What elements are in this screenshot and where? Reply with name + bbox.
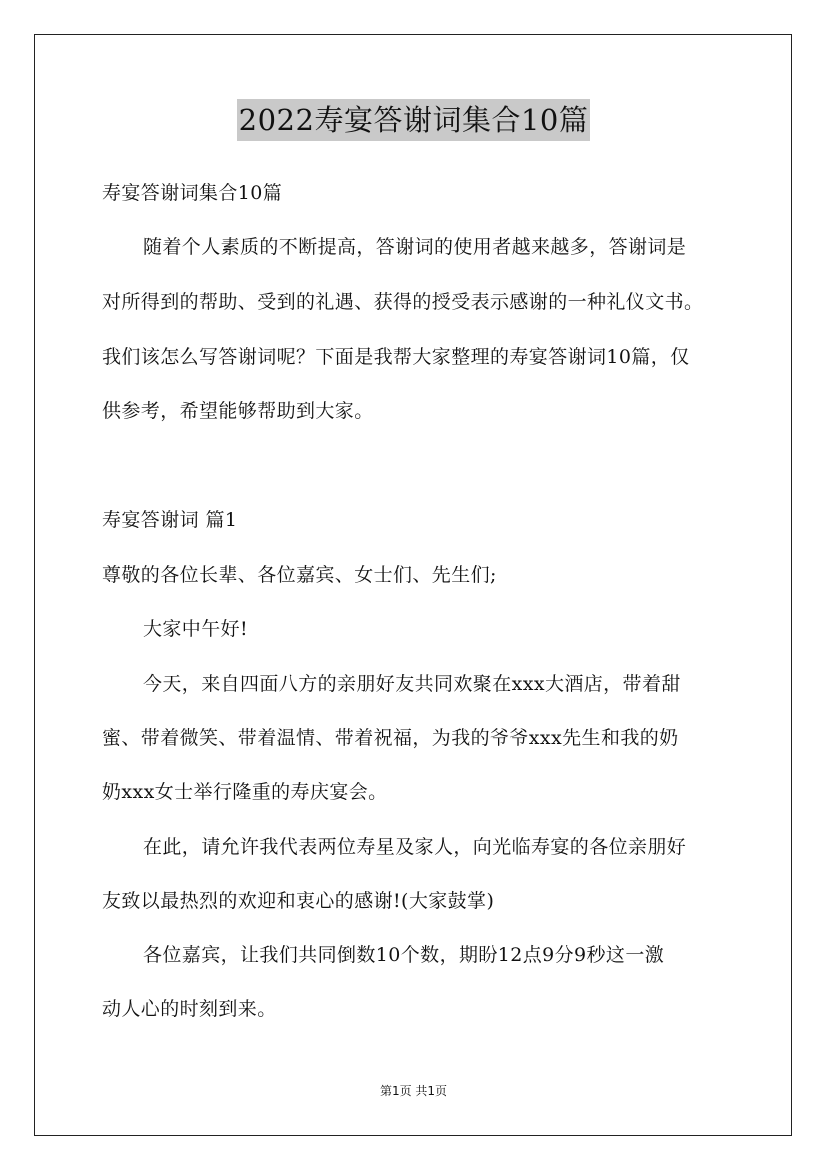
body-line-6: 在此，请允许我代表两位寿星及家人，向光临寿宴的各位亲朋好	[143, 836, 687, 858]
body-line-2: 大家中午好!	[143, 618, 249, 640]
body-line-7: 友致以最热烈的欢迎和衷心的感谢!(大家鼓掌)	[102, 890, 495, 912]
body-line-8: 各位嘉宾，让我们共同倒数10个数，期盼12点9分9秒这一激	[143, 944, 665, 966]
intro-line-2: 对所得到的帮助、受到的礼遇、获得的授受表示感谢的一种礼仪文书。	[102, 291, 704, 313]
section-heading: 寿宴答谢词 篇1	[102, 509, 238, 531]
body-line-5: 奶xxx女士举行隆重的寿庆宴会。	[102, 781, 388, 803]
intro-line-3: 我们该怎么写答谢词呢？下面是我帮大家整理的寿宴答谢词10篇，仅	[102, 346, 690, 368]
document-title: 2022寿宴答谢词集合10篇	[237, 99, 591, 141]
body-line-3: 今天，来自四面八方的亲朋好友共同欢聚在xxx大酒店，带着甜	[143, 673, 681, 695]
body-line-9: 动人心的时刻到来。	[102, 998, 277, 1020]
body-line-1: 尊敬的各位长辈、各位嘉宾、女士们、先生们;	[102, 564, 497, 586]
intro-line-4: 供参考，希望能够帮助到大家。	[102, 400, 374, 422]
intro-line-1: 随着个人素质的不断提高，答谢词的使用者越来越多，答谢词是	[143, 236, 687, 258]
document-subtitle: 寿宴答谢词集合10篇	[102, 182, 283, 204]
body-line-4: 蜜、带着微笑、带着温情、带着祝福，为我的爷爷xxx先生和我的奶	[102, 727, 679, 749]
title-container	[0, 99, 827, 141]
page-footer: 第1页 共1页	[379, 1084, 448, 1098]
